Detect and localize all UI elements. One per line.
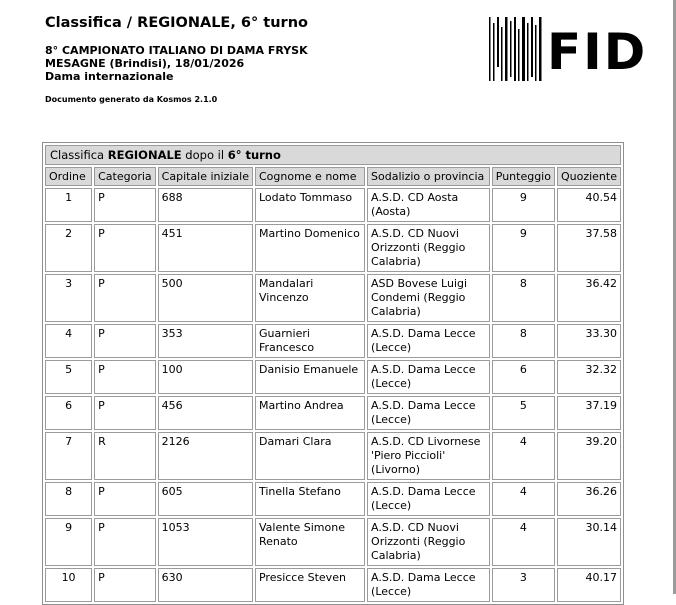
col-header-quoziente: Quoziente	[557, 167, 621, 186]
cell-ordine: 7	[45, 432, 92, 480]
cell-punteggio: 4	[492, 518, 555, 566]
cell-quoziente: 36.26	[557, 482, 621, 516]
cell-nome: Valente Simone Renato	[255, 518, 365, 566]
championship-name: 8° CAMPIONATO ITALIANO DI DAMA FRYSK	[45, 44, 308, 57]
table-row	[45, 396, 621, 430]
cell-capitale: 630	[158, 568, 253, 602]
cell-categoria: P	[94, 360, 156, 394]
table-row	[45, 188, 621, 222]
cell-punteggio: 9	[492, 188, 555, 222]
table-row	[45, 482, 621, 516]
cell-ordine: 10	[45, 568, 92, 602]
ranking-table	[42, 142, 624, 605]
cell-nome: Martino Andrea	[255, 396, 365, 430]
location-date: MESAGNE (Brindisi), 18/01/2026	[45, 57, 245, 70]
cell-quoziente: 36.42	[557, 274, 621, 322]
cell-categoria: P	[94, 482, 156, 516]
cell-sodalizio: A.S.D. Dama Lecce (Lecce)	[367, 324, 490, 358]
cell-sodalizio: A.S.D. Dama Lecce (Lecce)	[367, 482, 490, 516]
cell-quoziente: 40.17	[557, 568, 621, 602]
cell-ordine: 3	[45, 274, 92, 322]
cell-nome: Presicce Steven	[255, 568, 365, 602]
cell-nome: Martino Domenico	[255, 224, 365, 272]
document-header	[45, 14, 485, 104]
col-header-sodalizio: Sodalizio o provincia	[367, 167, 490, 186]
ranking-table-container	[42, 142, 624, 605]
cell-categoria: P	[94, 396, 156, 430]
cell-quoziente: 37.19	[557, 396, 621, 430]
cell-ordine: 6	[45, 396, 92, 430]
col-header-ordine: Ordine	[45, 167, 92, 186]
cell-sodalizio: A.S.D. CD Nuovi Orizzonti (Reggio Calabria)	[367, 518, 490, 566]
table-caption-row	[45, 145, 621, 165]
game-type: Dama internazionale	[45, 70, 174, 83]
cell-capitale: 451	[158, 224, 253, 272]
cell-quoziente: 39.20	[557, 432, 621, 480]
cell-categoria: P	[94, 224, 156, 272]
cell-quoziente: 30.14	[557, 518, 621, 566]
cell-ordine: 8	[45, 482, 92, 516]
table-row	[45, 518, 621, 566]
cell-categoria: P	[94, 274, 156, 322]
cell-sodalizio: ASD Bovese Luigi Condemi (Reggio Calabria)	[367, 274, 490, 322]
col-header-punteggio: Punteggio	[492, 167, 555, 186]
cell-capitale: 456	[158, 396, 253, 430]
cell-punteggio: 4	[492, 432, 555, 480]
cell-ordine: 9	[45, 518, 92, 566]
cell-sodalizio: A.S.D. Dama Lecce (Lecce)	[367, 360, 490, 394]
table-row	[45, 432, 621, 480]
cell-categoria: P	[94, 518, 156, 566]
cell-nome: Guarnieri Francesco	[255, 324, 365, 358]
col-header-categoria: Categoria	[94, 167, 156, 186]
cell-nome: Mandalari Vincenzo	[255, 274, 365, 322]
cell-categoria: P	[94, 568, 156, 602]
cell-sodalizio: A.S.D. Dama Lecce (Lecce)	[367, 396, 490, 430]
event-info	[45, 44, 485, 83]
cell-punteggio: 4	[492, 482, 555, 516]
cell-categoria: R	[94, 432, 156, 480]
cell-capitale: 605	[158, 482, 253, 516]
cell-sodalizio: A.S.D. CD Nuovi Orizzonti (Reggio Calabria)	[367, 224, 490, 272]
cell-quoziente: 40.54	[557, 188, 621, 222]
cell-punteggio: 9	[492, 224, 555, 272]
cell-capitale: 688	[158, 188, 253, 222]
cell-punteggio: 3	[492, 568, 555, 602]
cell-nome: Danisio Emanuele	[255, 360, 365, 394]
col-header-capitale: Capitale iniziale	[158, 167, 253, 186]
cell-quoziente: 37.58	[557, 224, 621, 272]
cell-punteggio: 8	[492, 274, 555, 322]
table-row	[45, 224, 621, 272]
cell-sodalizio: A.S.D. CD Livornese 'Piero Piccioli' (Livorno)	[367, 432, 490, 480]
table-row	[45, 568, 621, 602]
table-header-row	[45, 167, 621, 186]
cell-categoria: P	[94, 188, 156, 222]
cell-capitale: 353	[158, 324, 253, 358]
cell-quoziente: 33.30	[557, 324, 621, 358]
cell-ordine: 2	[45, 224, 92, 272]
cell-nome: Damari Clara	[255, 432, 365, 480]
cell-nome: Tinella Stefano	[255, 482, 365, 516]
cell-ordine: 5	[45, 360, 92, 394]
cell-ordine: 4	[45, 324, 92, 358]
logo-text: FID	[547, 23, 648, 81]
cell-capitale: 100	[158, 360, 253, 394]
table-row	[45, 324, 621, 358]
cell-quoziente: 32.32	[557, 360, 621, 394]
table-row	[45, 274, 621, 322]
cell-punteggio: 5	[492, 396, 555, 430]
cell-categoria: P	[94, 324, 156, 358]
cell-nome: Lodato Tommaso	[255, 188, 365, 222]
cell-ordine: 1	[45, 188, 92, 222]
cell-capitale: 2126	[158, 432, 253, 480]
cell-sodalizio: A.S.D. CD Aosta (Aosta)	[367, 188, 490, 222]
generator-note: Documento generato da Kosmos 2.1.0	[45, 95, 218, 104]
cell-punteggio: 8	[492, 324, 555, 358]
page-title: Classifica / REGIONALE, 6° turno	[45, 15, 308, 31]
col-header-nome: Cognome e nome	[255, 167, 365, 186]
table-caption: Classifica REGIONALE dopo il 6° turno	[45, 145, 621, 165]
cell-punteggio: 6	[492, 360, 555, 394]
cell-capitale: 1053	[158, 518, 253, 566]
cell-sodalizio: A.S.D. Dama Lecce (Lecce)	[367, 568, 490, 602]
table-body	[45, 188, 621, 602]
table-row	[45, 360, 621, 394]
cell-capitale: 500	[158, 274, 253, 322]
